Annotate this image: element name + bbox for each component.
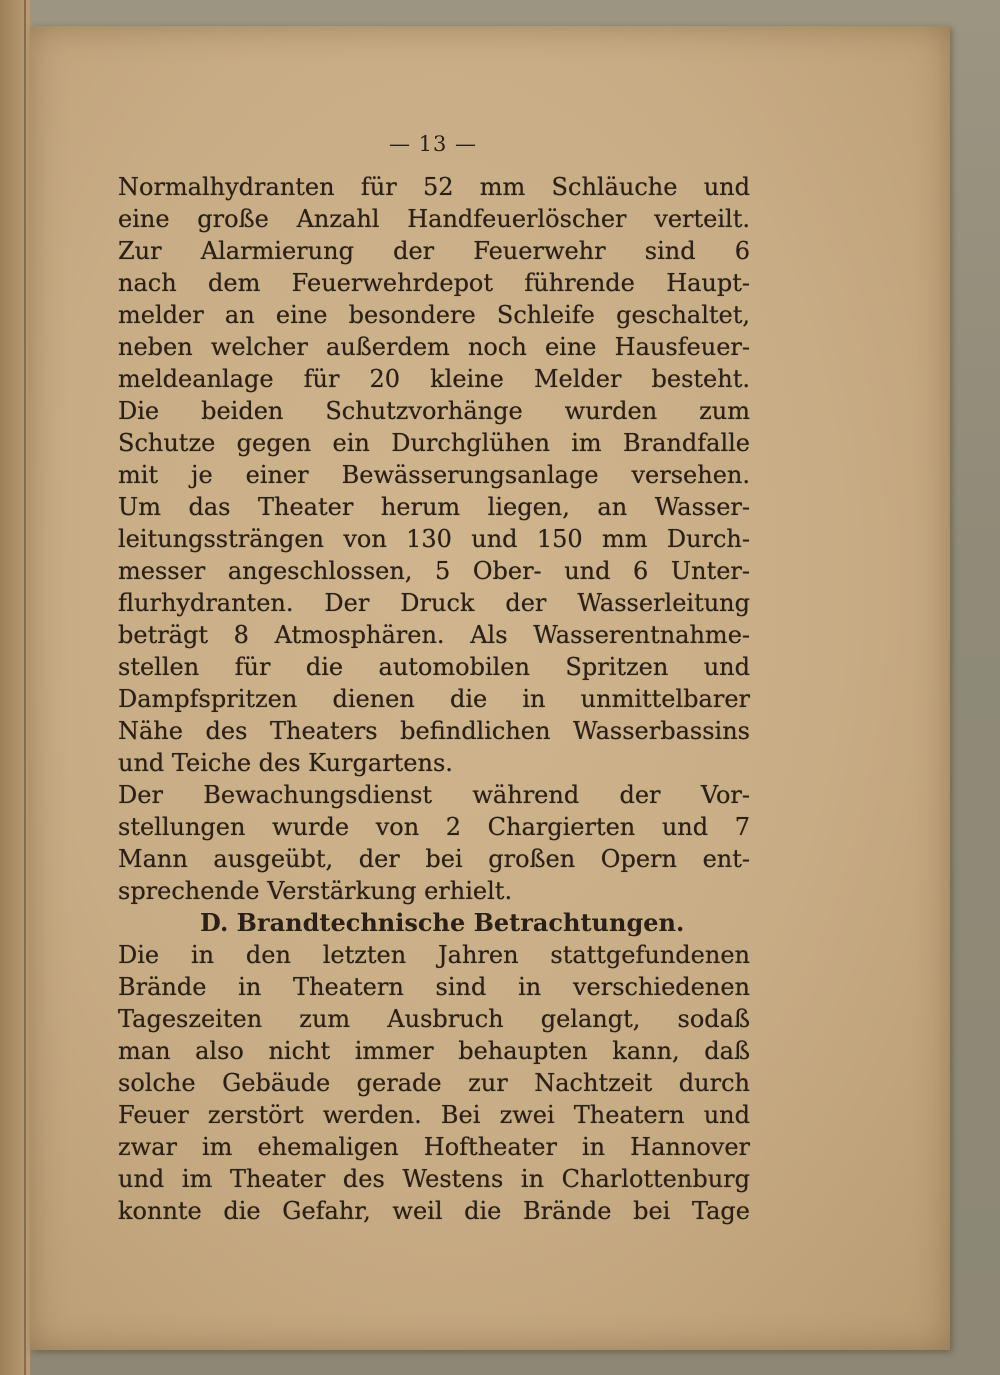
page-text <box>118 171 750 1227</box>
book-binding-seam <box>24 0 26 1375</box>
text-line: und Teiche des Kurgartens. <box>118 749 453 777</box>
text-line: und im Theater des Westens in Charlottenburg <box>118 1165 750 1193</box>
text-line: mit je einer Bewässerungsanlage versehen. <box>118 461 750 489</box>
section-heading: D. Brandtechnische Betrachtungen. <box>200 908 685 937</box>
text-line: Mann ausgeübt, der bei großen Opern ent- <box>118 845 750 873</box>
text-line: eine große Anzahl Handfeuerlöscher verteilt. <box>118 205 750 233</box>
text-line: beträgt 8 Atmosphären. Als Wasserentnahme- <box>118 621 750 649</box>
text-line: Die beiden Schutzvorhänge wurden zum <box>118 397 750 425</box>
text-line: Normalhydranten für 52 mm Schläuche und <box>118 173 750 201</box>
text-line: melder an eine besondere Schleife geschaltet, <box>118 301 750 329</box>
paragraph <box>118 779 750 907</box>
text-line: sprechende Verstärkung erhielt. <box>118 877 513 905</box>
text-line: messer angeschlossen, 5 Ober- und 6 Unter- <box>118 557 750 585</box>
text-line: nach dem Feuerwehrdepot führende Haupt- <box>118 269 750 297</box>
text-line: flurhydranten. Der Druck der Wasserleitung <box>118 589 750 617</box>
text-line: meldeanlage für 20 kleine Melder besteht. <box>118 365 750 393</box>
text-line: Tageszeiten zum Ausbruch gelangt, sodaß <box>118 1005 750 1033</box>
text-line: man also nicht immer behaupten kann, daß <box>118 1037 750 1065</box>
text-line: Um das Theater herum liegen, an Wasser- <box>118 493 750 521</box>
paragraph <box>118 939 750 1227</box>
text-line: zwar im ehemaligen Hoftheater in Hannover <box>118 1133 750 1161</box>
text-line: solche Gebäude gerade zur Nachtzeit durch <box>118 1069 750 1097</box>
text-line: Schutze gegen ein Durchglühen im Brandfalle <box>118 429 750 457</box>
text-line: Zur Alarmierung der Feuerwehr sind 6 <box>118 237 750 265</box>
text-line: Dampfspritzen dienen die in unmittelbarer <box>118 685 750 713</box>
text-line: neben welcher außerdem noch eine Hausfeuer- <box>118 333 750 361</box>
paragraph <box>118 491 750 779</box>
text-line: Brände in Theatern sind in verschiedenen <box>118 973 750 1001</box>
text-line: Die in den letzten Jahren stattgefundenen <box>118 941 750 969</box>
text-line: Nähe des Theaters befindlichen Wasserbassins <box>118 717 750 745</box>
page-number: — 13 — <box>388 132 478 156</box>
text-line: stellen für die automobilen Spritzen und <box>118 653 750 681</box>
paragraph <box>118 171 750 491</box>
text-line: leitungssträngen von 130 und 150 mm Durch- <box>118 525 750 553</box>
text-line: Feuer zerstört werden. Bei zwei Theatern und <box>118 1101 750 1129</box>
text-line: stellungen wurde von 2 Chargierten und 7 <box>118 813 750 841</box>
text-line: Der Bewachungsdienst während der Vor- <box>118 781 750 809</box>
text-line: konnte die Gefahr, weil die Brände bei Tage <box>118 1197 750 1225</box>
